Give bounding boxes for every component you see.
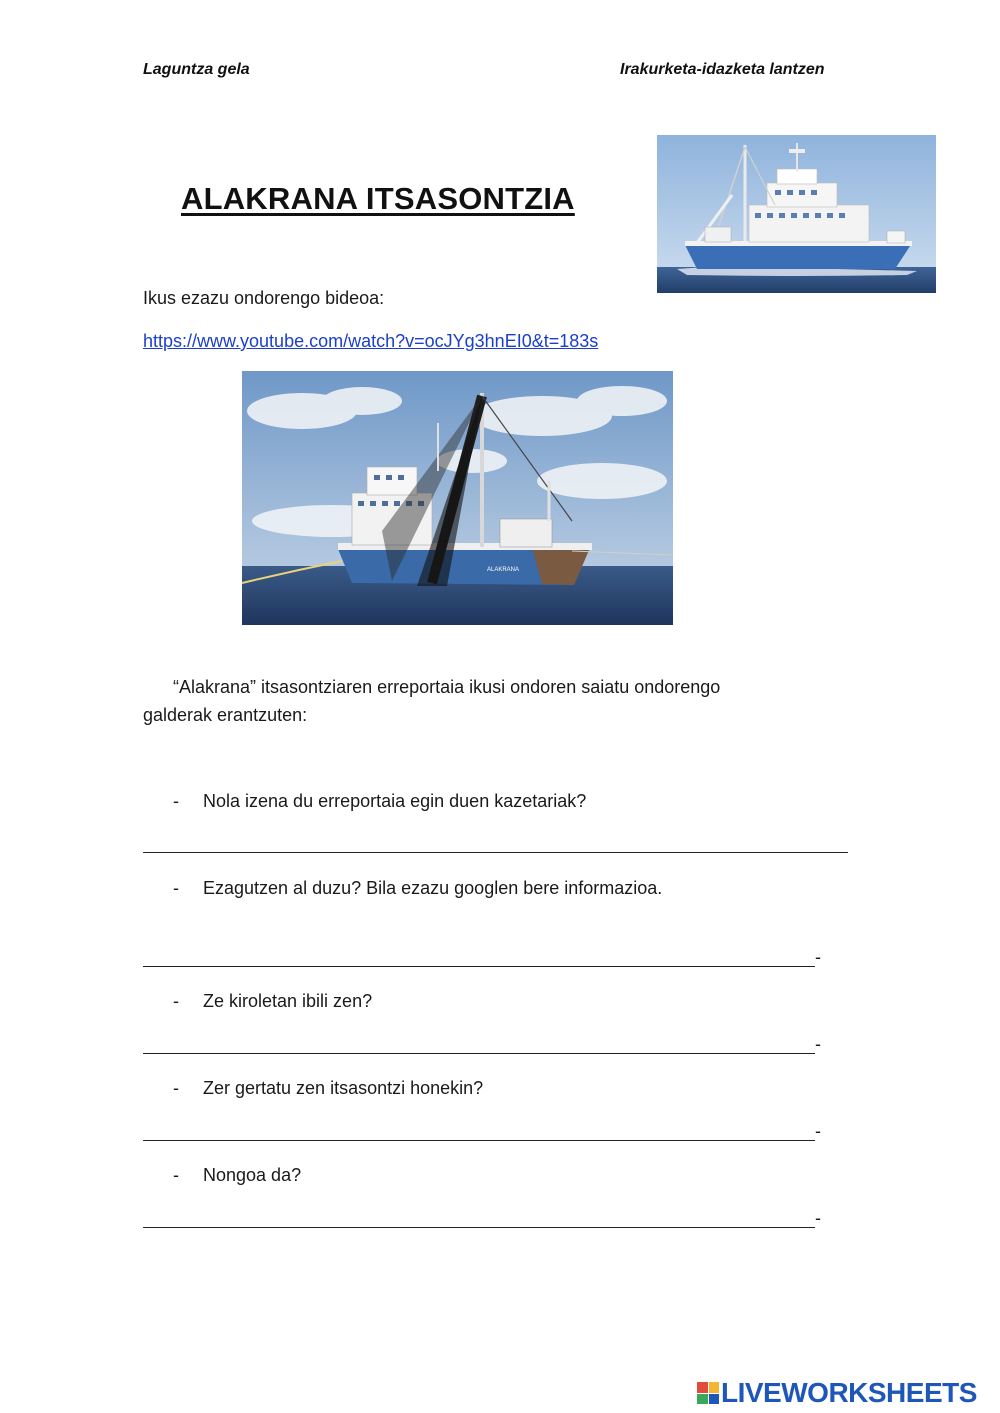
question-2-text: Ezagutzen al duzu? Bila ezazu googlen bere informazioa. xyxy=(203,878,663,898)
paragraph-line-1: “Alakrana” itsasontziaren erreportaia ikusi ondoren saiatu ondorengo xyxy=(173,677,721,697)
answer-line-1[interactable] xyxy=(143,852,848,853)
answer-line-2[interactable] xyxy=(143,966,815,967)
liveworksheets-logo-icon xyxy=(697,1382,719,1404)
ship-photo-main xyxy=(242,371,673,625)
video-link[interactable]: https://www.youtube.com/watch?v=ocJYg3hnEI0&t=183s xyxy=(143,331,599,351)
question-5-dash: - xyxy=(173,1165,179,1185)
question-4-dash: - xyxy=(173,1078,179,1098)
answer-line-4-trail: - xyxy=(815,1121,821,1141)
question-2-dash: - xyxy=(173,878,179,898)
ship-photo-top xyxy=(657,135,936,293)
answer-line-4[interactable] xyxy=(143,1140,815,1141)
ship-illustration-main xyxy=(242,371,673,625)
question-1-text: Nola izena du erreportaia egin duen kazetariak? xyxy=(203,791,587,811)
question-1-dash: - xyxy=(173,791,179,811)
paragraph-line-2: galderak erantzuten: xyxy=(143,705,308,725)
answer-line-3-trail: - xyxy=(815,1034,821,1054)
page-title: ALAKRANA ITSASONTZIA xyxy=(181,181,575,216)
header-left: Laguntza gela xyxy=(143,61,250,78)
question-3-text: Ze kiroletan ibili zen? xyxy=(203,991,373,1011)
header-right: Irakurketa-idazketa lantzen xyxy=(620,61,825,78)
question-3-dash: - xyxy=(173,991,179,1011)
hull-name: ALAKRANA xyxy=(487,567,520,573)
liveworksheets-logo xyxy=(697,1377,977,1409)
question-4-text: Zer gertatu zen itsasontzi honekin? xyxy=(203,1078,484,1098)
question-5-text: Nongoa da? xyxy=(203,1165,302,1185)
ship-illustration-top xyxy=(657,135,936,293)
answer-line-5[interactable] xyxy=(143,1227,815,1228)
intro-text: Ikus ezazu ondorengo bideoa: xyxy=(143,288,385,308)
answer-line-5-trail: - xyxy=(815,1208,821,1228)
liveworksheets-logo-text: LIVEWORKSHEETS xyxy=(721,1377,977,1408)
answer-line-3[interactable] xyxy=(143,1053,815,1054)
answer-line-2-trail: - xyxy=(815,947,821,967)
